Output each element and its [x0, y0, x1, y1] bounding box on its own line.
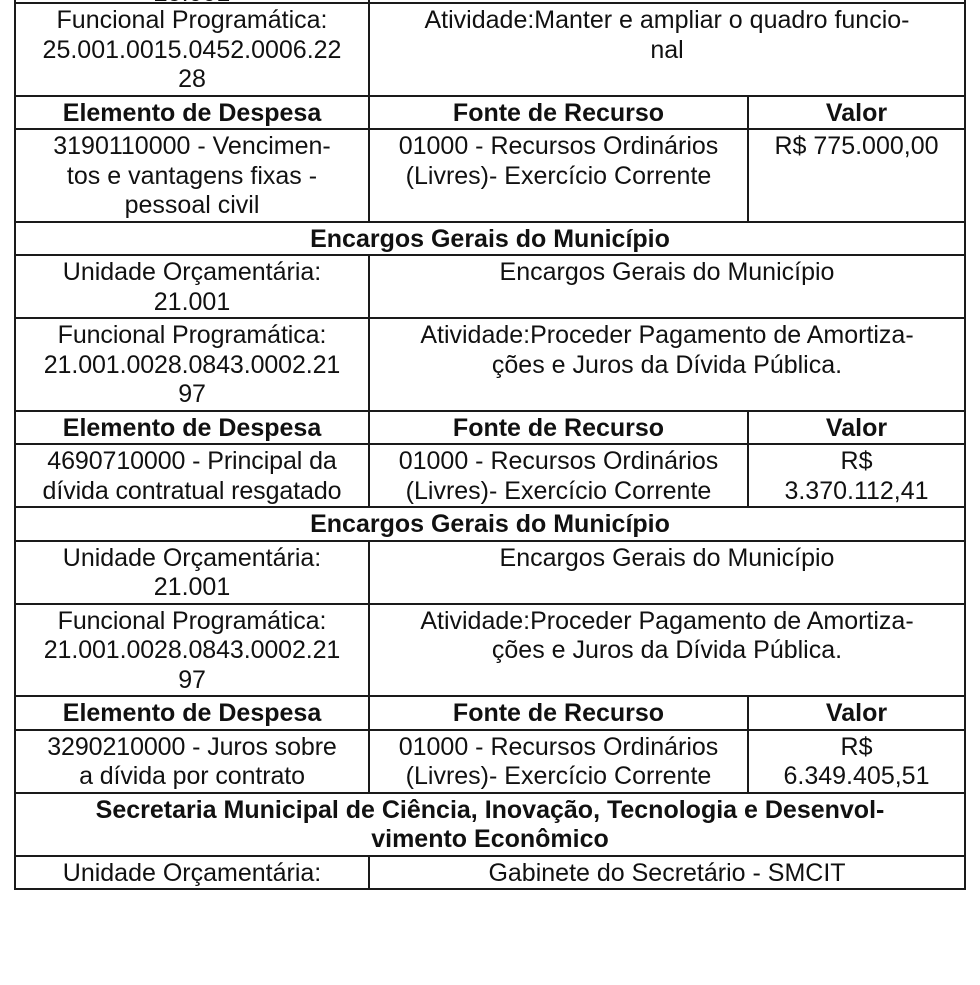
header-elemento: Elemento de Despesa — [15, 696, 369, 730]
elemento-text: 4690710000 - Principal da — [47, 447, 337, 475]
fonte-text-cont: (Livres)- Exercício Corrente — [405, 161, 712, 190]
valor-cell — [748, 730, 965, 793]
elemento-text-cont: tos e vantagens fixas - — [66, 161, 318, 190]
activity-text-cont: ções e Juros da Dívida Pública. — [491, 636, 843, 664]
table-row — [15, 730, 965, 793]
header-valor: Valor — [748, 96, 965, 130]
section-row — [15, 222, 965, 256]
header-fonte: Fonte de Recurso — [369, 696, 748, 730]
section-row — [15, 507, 965, 541]
functional-code: 21.001.0028.0843.0002.21 — [43, 350, 341, 379]
elemento-cell — [15, 730, 369, 793]
section-row — [15, 793, 965, 856]
fonte-text: 01000 - Recursos Ordinários — [398, 732, 719, 761]
header-fonte: Fonte de Recurso — [369, 96, 748, 130]
activity-text-cont: ções e Juros da Dívida Pública. — [491, 350, 843, 379]
table-row — [15, 541, 965, 604]
functional-label: Funcional Programática: — [57, 606, 327, 635]
table-row — [15, 856, 965, 890]
table-row — [15, 255, 965, 318]
unit-value-cell: Gabinete do Secretário - SMCIT — [369, 856, 965, 890]
fonte-cell — [369, 730, 748, 793]
fonte-cell — [369, 129, 748, 222]
budget-allocation-table — [14, 0, 966, 890]
functional-label: Funcional Programática: — [56, 6, 328, 34]
fonte-text: 01000 - Recursos Ordinários — [398, 447, 719, 475]
fonte-text: 01000 - Recursos Ordinários — [398, 132, 719, 160]
fonte-cell — [369, 444, 748, 507]
section-title — [15, 793, 965, 856]
functional-programmatic-cell — [15, 604, 369, 697]
elemento-text-cont: pessoal civil — [124, 191, 260, 219]
header-fonte: Fonte de Recurso — [369, 411, 748, 445]
table-row — [15, 3, 965, 96]
section-title: Encargos Gerais do Município — [15, 222, 965, 256]
table-row — [15, 318, 965, 411]
elemento-cell — [15, 129, 369, 222]
section-title-text-cont: vimento Econômico — [371, 825, 609, 853]
header-row — [15, 96, 965, 130]
unit-label: Unidade Orçamentária: — [62, 543, 322, 572]
functional-label: Funcional Programática: — [57, 321, 327, 349]
unit-value-cell: Encargos Gerais do Município — [369, 541, 965, 604]
section-title: Encargos Gerais do Município — [15, 507, 965, 541]
fonte-text-cont: (Livres)- Exercício Corrente — [405, 476, 712, 505]
table-row — [15, 444, 965, 507]
header-valor: Valor — [748, 411, 965, 445]
elemento-text: 3190110000 - Vencimen- — [53, 132, 331, 160]
activity-cell — [369, 318, 965, 411]
functional-code-cont: 97 — [178, 665, 206, 694]
activity-cell — [369, 604, 965, 697]
section-title-text: Secretaria Municipal de Ciência, Inovação, Tecnologia e Desenvol- — [95, 795, 885, 824]
valor-text: 6.349.405,51 — [783, 762, 930, 790]
valor-text: 3.370.112,41 — [784, 476, 929, 505]
elemento-text: 3290210000 - Juros sobre — [47, 732, 337, 761]
functional-code-cont: 97 — [178, 380, 206, 408]
unit-code: 21.001 — [153, 573, 231, 601]
elemento-text-cont: dívida contratual resgatado — [42, 476, 342, 505]
valor-cell — [748, 129, 965, 222]
header-valor: Valor — [748, 696, 965, 730]
header-row — [15, 411, 965, 445]
header-elemento: Elemento de Despesa — [15, 411, 369, 445]
activity-text-cont: nal — [650, 35, 684, 64]
unit-label-cell — [15, 255, 369, 318]
activity-text: Atividade:Proceder Pagamento de Amortiza- — [420, 321, 914, 349]
unit-label: Unidade Orçamentária: — [62, 258, 322, 286]
activity-cell — [369, 3, 965, 96]
valor-currency: R$ — [840, 732, 873, 761]
unit-label-cell — [15, 541, 369, 604]
valor-text: R$ 775.000,00 — [774, 132, 939, 160]
activity-text: Atividade:Manter e ampliar o quadro funcio- — [424, 6, 910, 34]
budget-document — [14, 0, 964, 890]
elemento-cell — [15, 444, 369, 507]
unit-code: 21.001 — [153, 287, 231, 316]
valor-currency: R$ — [840, 447, 873, 475]
fonte-text-cont: (Livres)- Exercício Corrente — [405, 762, 712, 790]
functional-code: 25.001.0015.0452.0006.22 — [42, 35, 342, 64]
header-row — [15, 696, 965, 730]
header-elemento: Elemento de Despesa — [15, 96, 369, 130]
table-row — [15, 129, 965, 222]
functional-code: 21.001.0028.0843.0002.21 — [43, 636, 341, 664]
unit-label-cell: Unidade Orçamentária: — [15, 856, 369, 890]
activity-text: Atividade:Proceder Pagamento de Amortiza- — [420, 606, 914, 635]
functional-programmatic-cell — [15, 3, 369, 96]
valor-cell — [748, 444, 965, 507]
elemento-text-cont: a dívida por contrato — [79, 762, 305, 790]
functional-programmatic-cell — [15, 318, 369, 411]
functional-code-cont: 28 — [178, 65, 206, 93]
unit-value-cell: Encargos Gerais do Município — [369, 255, 965, 318]
table-row — [15, 604, 965, 697]
